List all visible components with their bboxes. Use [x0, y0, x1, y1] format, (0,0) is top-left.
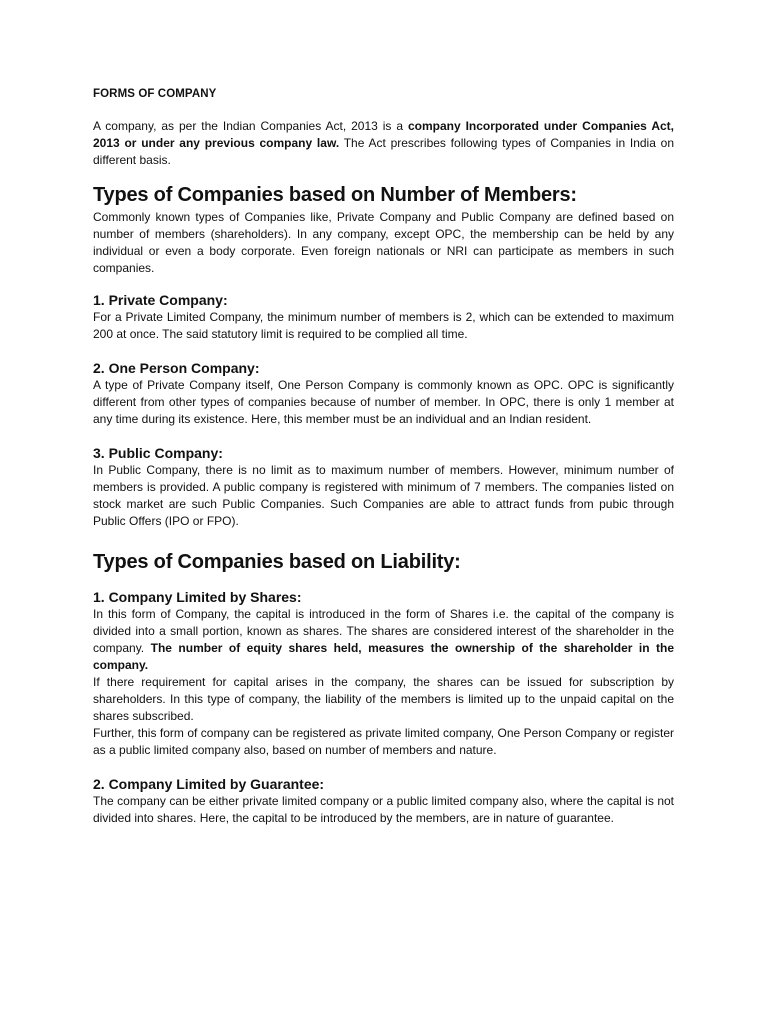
limited-by-shares-paragraph-3: Further, this form of company can be registered as private limited company, One Person Company or register as a public limited company also, based on number of members and nature.: [93, 726, 674, 757]
public-company-heading: 3. Public Company:: [93, 445, 223, 461]
limited-by-shares-paragraph-1: [93, 606, 674, 674]
one-person-company-text: A type of Private Company itself, One Person Company is commonly known as OPC. OPC is significantly different from other types of companies because of number of member. In OPC, there is only 1 member at any time during its existence. Here, this member must be an individual and an Indian resident.: [93, 378, 674, 426]
private-company-heading: 1. Private Company:: [93, 292, 228, 308]
intro-text-end: The Act prescribes following types of Companies in India on different basis.: [93, 136, 674, 167]
intro-paragraph: [93, 118, 674, 169]
limited-by-guarantee-text: The company can be either private limited company or a public limited company also, where the capital is not divided into shares. Here, the capital to be introduced by the members, are in nature of guarantee.: [93, 794, 674, 825]
public-company-text: In Public Company, there is no limit as to maximum number of members. However, minimum number of members is provided. A public company is registered with minimum of 7 members. The companies listed on stock market are such Public Companies. Such Companies are able to attract funds from pubic through Public Offers (IPO or FPO).: [93, 463, 674, 528]
document-title: FORMS OF COMPANY: [93, 88, 217, 100]
one-person-company-heading: 2. One Person Company:: [93, 360, 260, 376]
limited-by-shares-text-start: In this form of Company, the capital is introduced in the form of Shares i.e. the capital of the company is divided into a small portion, known as shares. The shares are considered interest of the shareholder in the company.: [93, 607, 674, 655]
section-members-heading: Types of Companies based on Number of Members:: [93, 184, 577, 206]
limited-by-guarantee-heading: 2. Company Limited by Guarantee:: [93, 776, 325, 792]
section-members-text: Commonly known types of Companies like, Private Company and Public Company are defined based on number of members (shareholders). In any company, except OPC, the membership can be held by any individual or even a body corporate. Even foreign nationals or NRI can participate as members in such companies.: [93, 210, 674, 275]
document-page: [93, 88, 674, 827]
limited-by-shares-heading: 1. Company Limited by Shares:: [93, 589, 302, 605]
section-liability-heading: Types of Companies based on Liability:: [93, 551, 461, 573]
limited-by-shares-paragraph-2: If there requirement for capital arises in the company, the shares can be issued for subscription by shareholders. In this type of company, the liability of the members is limited up to the unpaid capital on the shares subscribed.: [93, 675, 674, 723]
private-company-text: For a Private Limited Company, the minimum number of members is 2, which can be extended to maximum 200 at once. The said statutory limit is required to be complied all time.: [93, 310, 674, 341]
intro-bold-text: company Incorporated under Companies Act, 2013 or under any previous company law.: [93, 119, 674, 150]
intro-text-start: A company, as per the Indian Companies Act, 2013 is a: [93, 119, 408, 133]
limited-by-shares-bold-text: The number of equity shares held, measures the ownership of the shareholder in the company.: [93, 641, 675, 672]
